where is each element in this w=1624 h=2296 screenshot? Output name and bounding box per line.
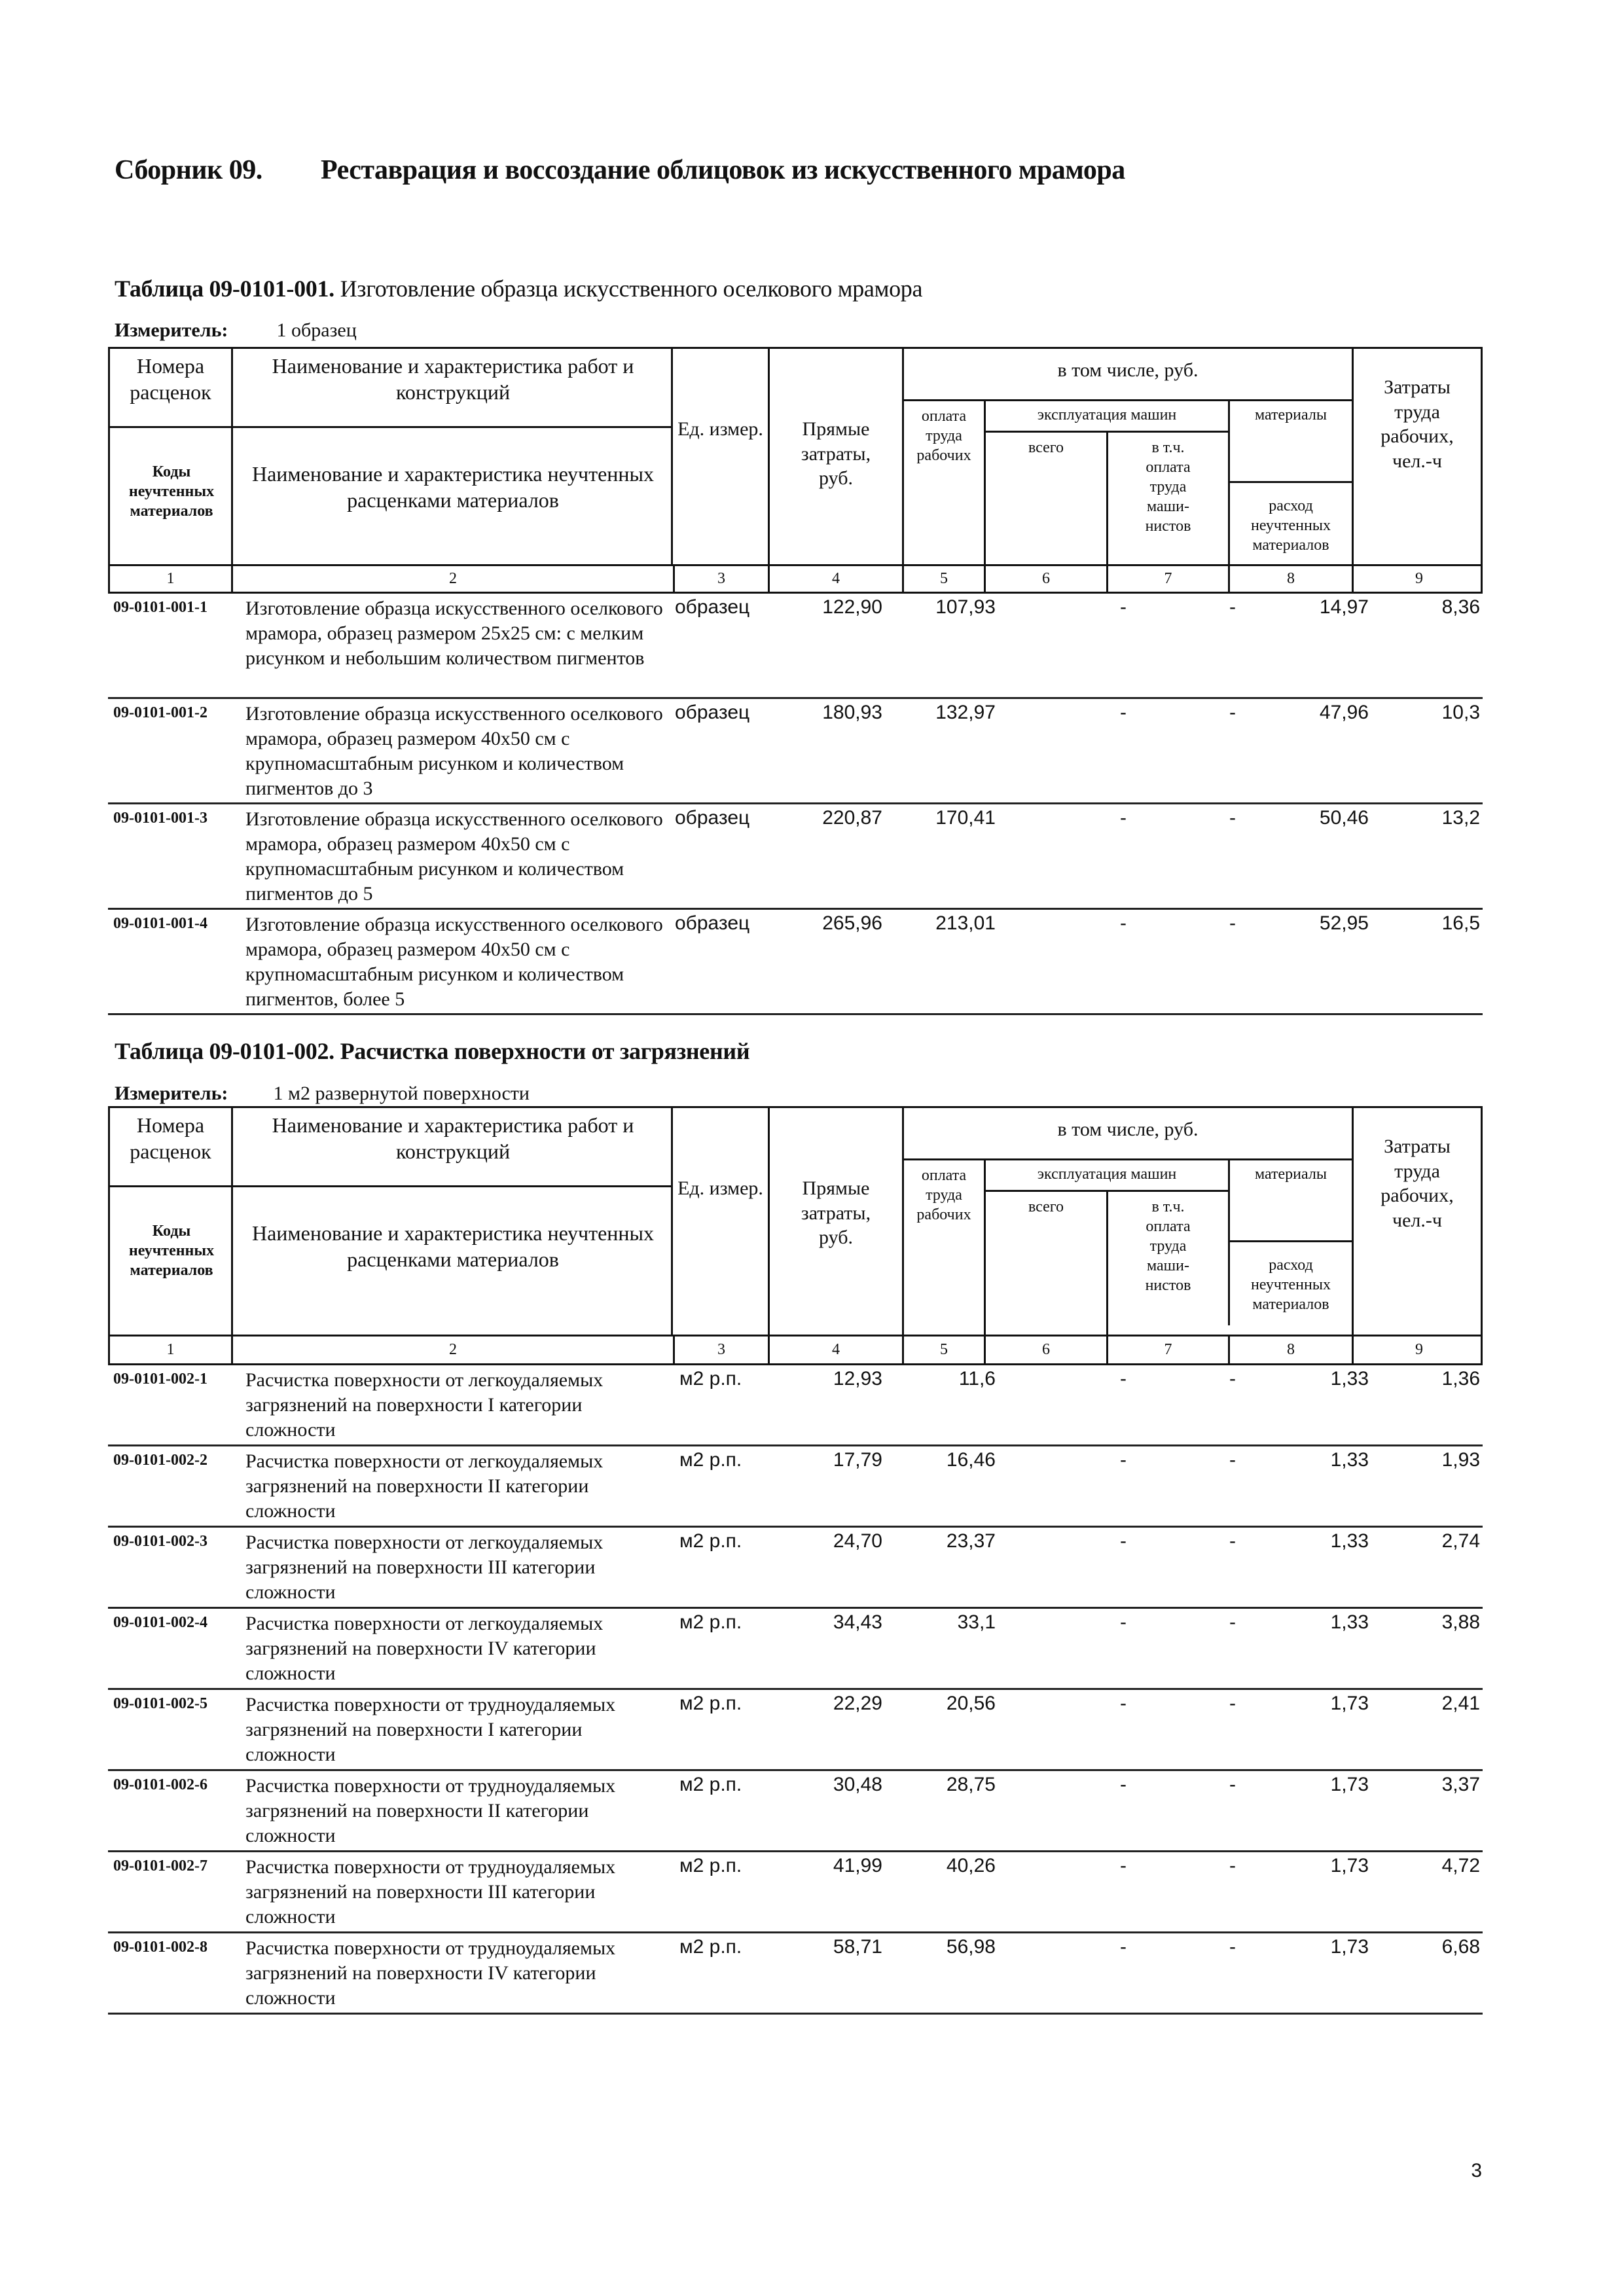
work-description: Расчистка поверхности от трудноудаляемых загрязнений на поверхности I категории сложности bbox=[245, 1694, 616, 1765]
value-machine-operator: - bbox=[1229, 807, 1236, 829]
meter-label: Измеритель: bbox=[115, 319, 228, 341]
unit-value: образец bbox=[675, 702, 750, 723]
header-material-name: Наименование и характеристика неучтенных расценками материалов bbox=[231, 1185, 673, 1336]
value-direct: 30,48 bbox=[833, 1774, 882, 1795]
work-description: Изготовление образца искусственного оселкового мрамора, образец размером 25x25 см: с мелким рисунком и небольшим количеством пигментов bbox=[245, 598, 663, 669]
table-title bbox=[115, 275, 922, 302]
rate-code: 09-0101-002-7 bbox=[113, 1857, 208, 1874]
value-labor-pay: 107,93 bbox=[935, 596, 996, 618]
value-labor-pay: 40,26 bbox=[946, 1855, 996, 1876]
value-direct: 34,43 bbox=[833, 1611, 882, 1633]
table-row bbox=[108, 804, 1483, 910]
value-direct: 24,70 bbox=[833, 1530, 882, 1552]
work-description: Изготовление образца искусственного оселкового мрамора, образец размером 40x50 см с крупномасштабным рисунком и количеством пигментов, более 5 bbox=[245, 914, 663, 1010]
unit-value: образец bbox=[675, 807, 750, 829]
unit-value: м2 р.п. bbox=[679, 1774, 742, 1795]
table-row bbox=[108, 1771, 1483, 1852]
table-header bbox=[108, 347, 1483, 566]
value-machine-operator: - bbox=[1229, 912, 1236, 934]
header-direct-costs: Прямые затраты, руб. bbox=[768, 349, 902, 566]
table-row bbox=[108, 1690, 1483, 1771]
column-number-9: 9 bbox=[1352, 566, 1485, 592]
value-direct: 265,96 bbox=[822, 912, 882, 934]
header-material-codes: Коды неучтенных материалов bbox=[110, 1185, 233, 1336]
value-labor-pay: 20,56 bbox=[946, 1693, 996, 1714]
unit-value: м2 р.п. bbox=[679, 1449, 742, 1471]
table-name: Изготовление образца искусственного оселкового мрамора bbox=[340, 276, 923, 302]
column-number-4: 4 bbox=[768, 1336, 902, 1363]
collection-heading bbox=[115, 154, 1125, 186]
value-labor-pay: 16,46 bbox=[946, 1449, 996, 1471]
table-row bbox=[108, 1609, 1483, 1690]
table-header bbox=[108, 1106, 1483, 1336]
collection-number: Сборник 09. bbox=[115, 155, 262, 185]
work-description: Расчистка поверхности от трудноудаляемых загрязнений на поверхности II категории сложности bbox=[245, 1775, 616, 1846]
header-unaccounted-materials: расход неучтенных материалов bbox=[1228, 1240, 1352, 1325]
value-machine-operator: - bbox=[1229, 1693, 1236, 1714]
value-materials: 47,96 bbox=[1319, 702, 1369, 723]
header-materials: материалы bbox=[1228, 399, 1352, 481]
table-row bbox=[108, 699, 1483, 804]
value-labor-hours: 1,36 bbox=[1441, 1368, 1480, 1390]
header-including: в том числе, руб. bbox=[902, 349, 1352, 399]
value-materials: 14,97 bbox=[1319, 596, 1369, 618]
unit-value: м2 р.п. bbox=[679, 1368, 742, 1390]
value-materials: 1,33 bbox=[1330, 1530, 1369, 1552]
column-number-7: 7 bbox=[1106, 566, 1228, 592]
value-labor-hours: 13,2 bbox=[1441, 807, 1480, 829]
rate-code: 09-0101-001-2 bbox=[113, 704, 208, 721]
value-materials: 1,33 bbox=[1330, 1449, 1369, 1471]
unit-value: м2 р.п. bbox=[679, 1611, 742, 1633]
value-machine-operator: - bbox=[1229, 702, 1236, 723]
header-including: в том числе, руб. bbox=[902, 1108, 1352, 1158]
value-machine-total: - bbox=[1120, 1368, 1127, 1390]
value-direct: 180,93 bbox=[822, 702, 882, 723]
header-labor-costs: Затраты труда рабочих, чел.-ч bbox=[1352, 1108, 1481, 1336]
rate-code: 09-0101-002-8 bbox=[113, 1939, 208, 1956]
work-description: Расчистка поверхности от трудноудаляемых загрязнений на поверхности IV категории сложности bbox=[245, 1937, 616, 2009]
table-title bbox=[115, 1037, 749, 1065]
work-description: Расчистка поверхности от трудноудаляемых загрязнений на поверхности III категории сложности bbox=[245, 1856, 616, 1928]
value-machine-total: - bbox=[1120, 1530, 1127, 1552]
header-machine-ops: эксплуатация машин bbox=[984, 1158, 1228, 1190]
header-labor-pay: оплата труда рабочих bbox=[902, 399, 984, 566]
unit-value: м2 р.п. bbox=[679, 1936, 742, 1958]
work-description: Расчистка поверхности от легкоудаляемых загрязнений на поверхности I категории сложности bbox=[245, 1369, 604, 1441]
value-materials: 50,46 bbox=[1319, 807, 1369, 829]
rate-code: 09-0101-002-1 bbox=[113, 1371, 208, 1388]
value-machine-total: - bbox=[1120, 1611, 1127, 1633]
value-materials: 1,73 bbox=[1330, 1774, 1369, 1795]
value-materials: 1,73 bbox=[1330, 1936, 1369, 1958]
value-direct: 122,90 bbox=[822, 596, 882, 618]
column-number-5: 5 bbox=[902, 566, 984, 592]
table-name: Расчистка поверхности от загрязнений bbox=[340, 1038, 750, 1064]
value-materials: 1,73 bbox=[1330, 1855, 1369, 1876]
value-labor-hours: 4,72 bbox=[1441, 1855, 1480, 1876]
header-machine-operator-pay: в т.ч. оплата труда маши-нистов bbox=[1106, 431, 1228, 566]
value-labor-pay: 23,37 bbox=[946, 1530, 996, 1552]
value-direct: 22,29 bbox=[833, 1693, 882, 1714]
rate-code: 09-0101-001-4 bbox=[113, 915, 208, 932]
value-direct: 58,71 bbox=[833, 1936, 882, 1958]
value-direct: 12,93 bbox=[833, 1368, 882, 1390]
meter-value: 1 м2 развернутой поверхности bbox=[273, 1083, 530, 1104]
value-labor-pay: 132,97 bbox=[935, 702, 996, 723]
value-machine-total: - bbox=[1120, 1693, 1127, 1714]
header-labor-pay: оплата труда рабочих bbox=[902, 1158, 984, 1336]
column-number-1: 1 bbox=[166, 570, 175, 587]
value-labor-pay: 11,6 bbox=[958, 1368, 996, 1390]
header-material-codes: Коды неучтенных материалов bbox=[110, 426, 233, 566]
column-number-7: 7 bbox=[1106, 1336, 1228, 1363]
column-number-9: 9 bbox=[1352, 1336, 1485, 1363]
header-material-name: Наименование и характеристика неучтенных расценками материалов bbox=[231, 426, 673, 566]
rate-code: 09-0101-002-3 bbox=[113, 1533, 208, 1550]
table-row bbox=[108, 1933, 1483, 2015]
value-machine-total: - bbox=[1120, 702, 1127, 723]
table-row bbox=[108, 1365, 1483, 1446]
table-row bbox=[108, 1852, 1483, 1933]
column-number-8: 8 bbox=[1228, 1336, 1352, 1363]
rate-code: 09-0101-002-4 bbox=[113, 1614, 208, 1631]
table-row bbox=[108, 1446, 1483, 1528]
rate-code: 09-0101-001-1 bbox=[113, 599, 208, 616]
value-materials: 1,33 bbox=[1330, 1368, 1369, 1390]
work-description: Расчистка поверхности от легкоудаляемых загрязнений на поверхности II категории сложности bbox=[245, 1450, 604, 1522]
table-code: Таблица 09-0101-002. bbox=[115, 1038, 334, 1064]
unit-value: м2 р.п. bbox=[679, 1530, 742, 1552]
column-number-2: 2 bbox=[231, 566, 673, 592]
value-labor-hours: 6,68 bbox=[1441, 1936, 1480, 1958]
value-labor-hours: 3,88 bbox=[1441, 1611, 1480, 1633]
value-labor-hours: 8,36 bbox=[1441, 596, 1480, 618]
header-unaccounted-materials: расход неучтенных материалов bbox=[1228, 481, 1352, 566]
work-description: Расчистка поверхности от легкоудаляемых загрязнений на поверхности IV категории сложности bbox=[245, 1613, 604, 1684]
value-machine-total: - bbox=[1120, 912, 1127, 934]
value-machine-operator: - bbox=[1229, 1368, 1236, 1390]
value-machine-operator: - bbox=[1229, 1449, 1236, 1471]
value-machine-operator: - bbox=[1229, 1855, 1236, 1876]
value-labor-pay: 213,01 bbox=[935, 912, 996, 934]
value-labor-hours: 1,93 bbox=[1441, 1449, 1480, 1471]
unit-value: м2 р.п. bbox=[679, 1855, 742, 1876]
value-labor-hours: 3,37 bbox=[1441, 1774, 1480, 1795]
value-labor-pay: 28,75 bbox=[946, 1774, 996, 1795]
value-machine-operator: - bbox=[1229, 1530, 1236, 1552]
header-work-name: Наименование и характеристика работ и конструкций bbox=[231, 349, 673, 426]
column-number-5: 5 bbox=[902, 1336, 984, 1363]
value-machine-operator: - bbox=[1229, 1774, 1236, 1795]
page-number: 3 bbox=[1471, 2160, 1482, 2181]
work-description: Изготовление образца искусственного оселкового мрамора, образец размером 40x50 см с крупномасштабным рисунком и количеством пигментов до 5 bbox=[245, 808, 663, 905]
column-number-6: 6 bbox=[984, 1336, 1106, 1363]
rate-code: 09-0101-001-3 bbox=[113, 810, 208, 827]
column-numbers-row bbox=[108, 566, 1483, 594]
value-labor-hours: 10,3 bbox=[1441, 702, 1480, 723]
header-machine-operator-pay: в т.ч. оплата труда маши-нистов bbox=[1106, 1190, 1228, 1336]
rate-code: 09-0101-002-2 bbox=[113, 1452, 208, 1469]
value-materials: 1,73 bbox=[1330, 1693, 1369, 1714]
column-number-3: 3 bbox=[673, 566, 768, 592]
header-unit: Ед. измер. bbox=[671, 349, 768, 566]
value-machine-operator: - bbox=[1229, 596, 1236, 618]
column-number-8: 8 bbox=[1228, 566, 1352, 592]
value-labor-hours: 2,74 bbox=[1441, 1530, 1480, 1552]
value-materials: 1,33 bbox=[1330, 1611, 1369, 1633]
value-machine-operator: - bbox=[1229, 1611, 1236, 1633]
rate-code: 09-0101-002-5 bbox=[113, 1695, 208, 1712]
value-machine-total: - bbox=[1120, 1855, 1127, 1876]
value-labor-pay: 170,41 bbox=[935, 807, 996, 829]
work-description: Изготовление образца искусственного оселкового мрамора, образец размером 40x50 см с крупномасштабным рисунком и количеством пигментов до 3 bbox=[245, 703, 663, 799]
collection-title: Реставрация и воссоздание облицовок из искусственного мрамора bbox=[321, 155, 1125, 185]
header-labor-costs: Затраты труда рабочих, чел.-ч bbox=[1352, 349, 1481, 566]
value-machine-total: - bbox=[1120, 1449, 1127, 1471]
column-number-3: 3 bbox=[673, 1336, 768, 1363]
table-row bbox=[108, 910, 1483, 1015]
value-machine-operator: - bbox=[1229, 1936, 1236, 1958]
column-number-4: 4 bbox=[768, 566, 902, 592]
value-labor-pay: 56,98 bbox=[946, 1936, 996, 1958]
unit-value: м2 р.п. bbox=[679, 1693, 742, 1714]
value-labor-hours: 16,5 bbox=[1441, 912, 1480, 934]
meter-value: 1 образец bbox=[276, 319, 357, 341]
rate-code: 09-0101-002-6 bbox=[113, 1776, 208, 1793]
value-direct: 41,99 bbox=[833, 1855, 882, 1876]
header-materials: материалы bbox=[1228, 1158, 1352, 1240]
column-number-6: 6 bbox=[984, 566, 1106, 592]
unit-value: образец bbox=[675, 596, 750, 618]
header-rate-numbers: Номера расценок bbox=[130, 1113, 211, 1163]
header-rate-numbers: Номера расценок bbox=[130, 354, 211, 404]
header-machine-ops: эксплуатация машин bbox=[984, 399, 1228, 431]
header-work-name: Наименование и характеристика работ и конструкций bbox=[231, 1108, 673, 1185]
header-machine-total: всего bbox=[984, 1190, 1106, 1336]
header-direct-costs: Прямые затраты, руб. bbox=[768, 1108, 902, 1336]
unit-value: образец bbox=[675, 912, 750, 934]
column-number-2: 2 bbox=[231, 1336, 673, 1363]
value-direct: 220,87 bbox=[822, 807, 882, 829]
table-row bbox=[108, 1528, 1483, 1609]
value-materials: 52,95 bbox=[1319, 912, 1369, 934]
meter-label: Измеритель: bbox=[115, 1083, 228, 1104]
value-machine-total: - bbox=[1120, 1936, 1127, 1958]
table-code: Таблица 09-0101-001. bbox=[115, 276, 334, 302]
value-machine-total: - bbox=[1120, 596, 1127, 618]
value-machine-total: - bbox=[1120, 1774, 1127, 1795]
table-meter bbox=[115, 1083, 530, 1105]
column-number-1: 1 bbox=[166, 1341, 175, 1358]
header-machine-total: всего bbox=[984, 431, 1106, 566]
value-labor-pay: 33,1 bbox=[957, 1611, 996, 1633]
value-direct: 17,79 bbox=[833, 1449, 882, 1471]
column-numbers-row bbox=[108, 1336, 1483, 1365]
work-description: Расчистка поверхности от легкоудаляемых загрязнений на поверхности III категории сложности bbox=[245, 1532, 604, 1603]
table-row bbox=[108, 594, 1483, 699]
value-labor-hours: 2,41 bbox=[1441, 1693, 1480, 1714]
table-meter bbox=[115, 319, 357, 342]
value-machine-total: - bbox=[1120, 807, 1127, 829]
header-unit: Ед. измер. bbox=[671, 1108, 768, 1336]
